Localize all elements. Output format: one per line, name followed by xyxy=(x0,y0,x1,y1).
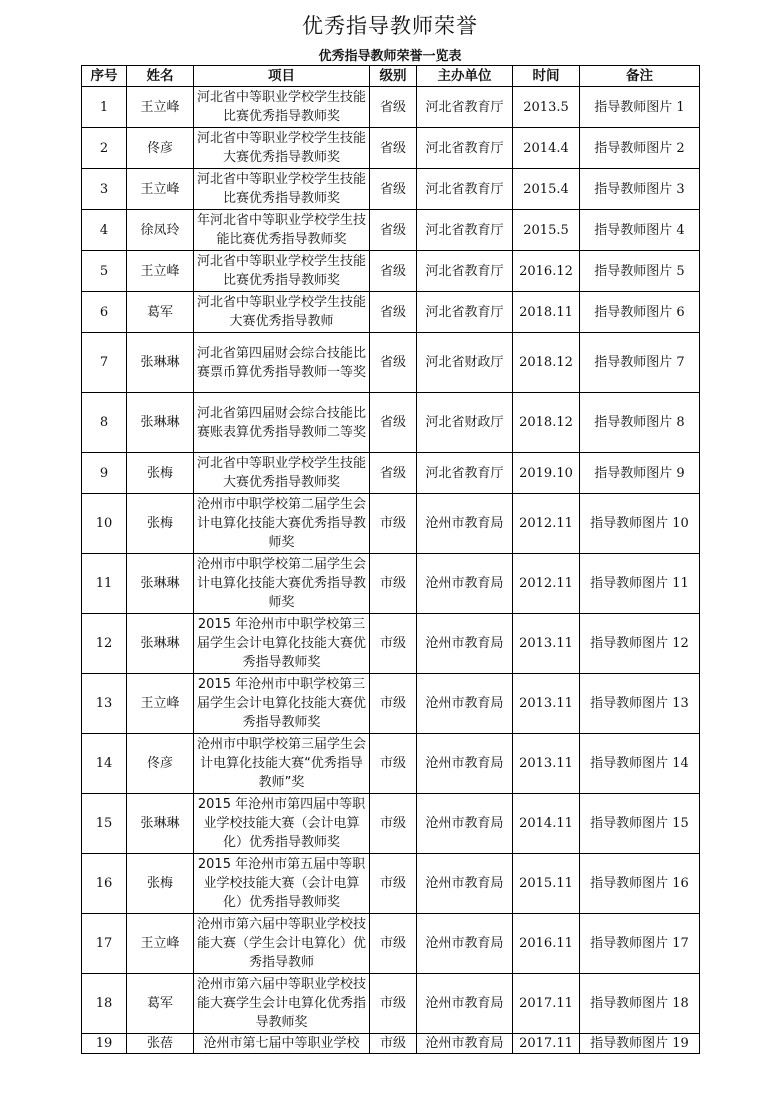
cell-name: 张琳琳 xyxy=(127,614,194,674)
cell-time: 2017.11 xyxy=(513,1034,580,1054)
cell-note: 指导教师图片 11 xyxy=(580,554,700,614)
table-row xyxy=(82,128,700,169)
cell-level: 市级 xyxy=(370,614,417,674)
cell-level: 省级 xyxy=(370,210,417,251)
cell-note: 指导教师图片 15 xyxy=(580,794,700,854)
cell-name: 王立峰 xyxy=(127,169,194,210)
cell-note: 指导教师图片 13 xyxy=(580,674,700,734)
cell-level: 省级 xyxy=(370,292,417,333)
table-row xyxy=(82,453,700,494)
cell-org: 沧州市教育局 xyxy=(417,494,513,554)
table-row xyxy=(82,614,700,674)
table-row xyxy=(82,554,700,614)
table-header-row xyxy=(82,66,700,87)
cell-org: 河北省教育厅 xyxy=(417,210,513,251)
header-cell-org: 主办单位 xyxy=(417,66,513,87)
table-row xyxy=(82,210,700,251)
cell-time: 2016.12 xyxy=(513,251,580,292)
cell-name: 王立峰 xyxy=(127,674,194,734)
cell-time: 2014.4 xyxy=(513,128,580,169)
cell-note: 指导教师图片 4 xyxy=(580,210,700,251)
cell-time: 2014.11 xyxy=(513,794,580,854)
cell-no: 14 xyxy=(82,734,127,794)
cell-time: 2013.11 xyxy=(513,614,580,674)
cell-project: 沧州市中职学校第二届学生会计电算化技能大赛优秀指导教师奖 xyxy=(194,554,370,614)
cell-level: 市级 xyxy=(370,974,417,1034)
cell-project: 沧州市第六届中等职业学校技能大赛（学生会计电算化）优秀指导教师 xyxy=(194,914,370,974)
cell-no: 15 xyxy=(82,794,127,854)
header-cell-note: 备注 xyxy=(580,66,700,87)
cell-level: 省级 xyxy=(370,169,417,210)
table-row xyxy=(82,734,700,794)
table-row xyxy=(82,169,700,210)
cell-no: 8 xyxy=(82,393,127,453)
cell-name: 葛军 xyxy=(127,292,194,333)
cell-level: 省级 xyxy=(370,87,417,128)
cell-project: 河北省第四届财会综合技能比赛账表算优秀指导教师二等奖 xyxy=(194,393,370,453)
cell-org: 沧州市教育局 xyxy=(417,554,513,614)
cell-org: 河北省教育厅 xyxy=(417,128,513,169)
cell-no: 5 xyxy=(82,251,127,292)
cell-no: 1 xyxy=(82,87,127,128)
cell-name: 葛军 xyxy=(127,974,194,1034)
cell-level: 市级 xyxy=(370,674,417,734)
cell-note: 指导教师图片 7 xyxy=(580,333,700,393)
cell-time: 2015.11 xyxy=(513,854,580,914)
cell-name: 佟彦 xyxy=(127,734,194,794)
cell-no: 16 xyxy=(82,854,127,914)
cell-name: 张琳琳 xyxy=(127,554,194,614)
cell-project: 2015 年沧州市第五届中等职业学校技能大赛（会计电算化）优秀指导教师奖 xyxy=(194,854,370,914)
honors-table xyxy=(81,65,700,1054)
table-row xyxy=(82,494,700,554)
cell-time: 2018.12 xyxy=(513,393,580,453)
cell-note: 指导教师图片 18 xyxy=(580,974,700,1034)
cell-level: 市级 xyxy=(370,1034,417,1054)
cell-project: 沧州市第六届中等职业学校技能大赛学生会计电算化优秀指导教师奖 xyxy=(194,974,370,1034)
table-row xyxy=(82,1034,700,1054)
table-row xyxy=(82,251,700,292)
cell-org: 河北省财政厅 xyxy=(417,393,513,453)
cell-name: 张梅 xyxy=(127,494,194,554)
cell-time: 2018.12 xyxy=(513,333,580,393)
cell-time: 2019.10 xyxy=(513,453,580,494)
table-caption: 优秀指导教师荣誉一览表 xyxy=(318,49,462,64)
cell-level: 省级 xyxy=(370,251,417,292)
cell-name: 张梅 xyxy=(127,453,194,494)
cell-note: 指导教师图片 5 xyxy=(580,251,700,292)
cell-org: 沧州市教育局 xyxy=(417,674,513,734)
cell-org: 沧州市教育局 xyxy=(417,914,513,974)
cell-name: 张蓓 xyxy=(127,1034,194,1054)
table-row xyxy=(82,292,700,333)
table-row xyxy=(82,333,700,393)
cell-note: 指导教师图片 2 xyxy=(580,128,700,169)
cell-org: 河北省教育厅 xyxy=(417,453,513,494)
cell-time: 2017.11 xyxy=(513,974,580,1034)
table-row xyxy=(82,674,700,734)
cell-no: 12 xyxy=(82,614,127,674)
cell-project: 沧州市中职学校第二届学生会计电算化技能大赛优秀指导教师奖 xyxy=(194,494,370,554)
cell-project: 河北省中等职业学校学生技能大赛优秀指导教师 xyxy=(194,292,370,333)
cell-time: 2012.11 xyxy=(513,494,580,554)
cell-project: 河北省中等职业学校学生技能大赛优秀指导教师奖 xyxy=(194,128,370,169)
cell-note: 指导教师图片 14 xyxy=(580,734,700,794)
cell-org: 河北省财政厅 xyxy=(417,333,513,393)
cell-org: 沧州市教育局 xyxy=(417,734,513,794)
cell-level: 省级 xyxy=(370,393,417,453)
cell-level: 省级 xyxy=(370,453,417,494)
cell-no: 7 xyxy=(82,333,127,393)
cell-note: 指导教师图片 3 xyxy=(580,169,700,210)
cell-project: 年河北省中等职业学校学生技能比赛优秀指导教师奖 xyxy=(194,210,370,251)
cell-level: 市级 xyxy=(370,734,417,794)
table-row xyxy=(82,854,700,914)
cell-no: 4 xyxy=(82,210,127,251)
cell-project: 2015 年沧州市中职学校第三届学生会计电算化技能大赛优秀指导教师奖 xyxy=(194,674,370,734)
cell-no: 3 xyxy=(82,169,127,210)
cell-no: 13 xyxy=(82,674,127,734)
cell-level: 市级 xyxy=(370,854,417,914)
document-title: 优秀指导教师荣誉 xyxy=(302,14,478,38)
cell-org: 河北省教育厅 xyxy=(417,87,513,128)
cell-note: 指导教师图片 9 xyxy=(580,453,700,494)
cell-time: 2012.11 xyxy=(513,554,580,614)
cell-time: 2015.4 xyxy=(513,169,580,210)
cell-org: 沧州市教育局 xyxy=(417,974,513,1034)
cell-project: 2015 年沧州市第四届中等职业学校技能大赛（会计电算化）优秀指导教师奖 xyxy=(194,794,370,854)
cell-name: 张琳琳 xyxy=(127,393,194,453)
cell-time: 2013.11 xyxy=(513,734,580,794)
cell-project: 河北省中等职业学校学生技能比赛优秀指导教师奖 xyxy=(194,169,370,210)
cell-time: 2015.5 xyxy=(513,210,580,251)
cell-org: 河北省教育厅 xyxy=(417,292,513,333)
cell-time: 2013.5 xyxy=(513,87,580,128)
table-row xyxy=(82,393,700,453)
cell-org: 沧州市教育局 xyxy=(417,794,513,854)
cell-no: 17 xyxy=(82,914,127,974)
header-cell-time: 时间 xyxy=(513,66,580,87)
cell-org: 沧州市教育局 xyxy=(417,1034,513,1054)
header-cell-name: 姓名 xyxy=(127,66,194,87)
cell-level: 省级 xyxy=(370,128,417,169)
cell-note: 指导教师图片 8 xyxy=(580,393,700,453)
cell-level: 省级 xyxy=(370,333,417,393)
table-row xyxy=(82,87,700,128)
cell-time: 2013.11 xyxy=(513,674,580,734)
cell-org: 河北省教育厅 xyxy=(417,169,513,210)
cell-level: 市级 xyxy=(370,794,417,854)
cell-project: 河北省中等职业学校学生技能大赛优秀指导教师奖 xyxy=(194,453,370,494)
header-cell-no: 序号 xyxy=(82,66,127,87)
cell-no: 11 xyxy=(82,554,127,614)
cell-project: 沧州市中职学校第三届学生会计电算化技能大赛“优秀指导教师”奖 xyxy=(194,734,370,794)
cell-note: 指导教师图片 12 xyxy=(580,614,700,674)
cell-project: 河北省第四届财会综合技能比赛票币算优秀指导教师一等奖 xyxy=(194,333,370,393)
cell-name: 徐凤玲 xyxy=(127,210,194,251)
header-cell-level: 级别 xyxy=(370,66,417,87)
cell-project: 河北省中等职业学校学生技能比赛优秀指导教师奖 xyxy=(194,87,370,128)
header-cell-project: 项目 xyxy=(194,66,370,87)
table-row xyxy=(82,914,700,974)
cell-level: 市级 xyxy=(370,554,417,614)
cell-no: 9 xyxy=(82,453,127,494)
cell-project: 河北省中等职业学校学生技能比赛优秀指导教师奖 xyxy=(194,251,370,292)
cell-no: 6 xyxy=(82,292,127,333)
cell-name: 张琳琳 xyxy=(127,333,194,393)
cell-level: 市级 xyxy=(370,914,417,974)
cell-org: 沧州市教育局 xyxy=(417,854,513,914)
cell-note: 指导教师图片 19 xyxy=(580,1034,700,1054)
cell-name: 王立峰 xyxy=(127,914,194,974)
cell-project: 2015 年沧州市中职学校第三届学生会计电算化技能大赛优秀指导教师奖 xyxy=(194,614,370,674)
cell-name: 王立峰 xyxy=(127,251,194,292)
cell-org: 沧州市教育局 xyxy=(417,614,513,674)
table-row xyxy=(82,974,700,1034)
cell-name: 佟彦 xyxy=(127,128,194,169)
table-row xyxy=(82,794,700,854)
cell-name: 张梅 xyxy=(127,854,194,914)
cell-no: 18 xyxy=(82,974,127,1034)
cell-time: 2018.11 xyxy=(513,292,580,333)
cell-note: 指导教师图片 17 xyxy=(580,914,700,974)
cell-level: 市级 xyxy=(370,494,417,554)
cell-name: 王立峰 xyxy=(127,87,194,128)
cell-org: 河北省教育厅 xyxy=(417,251,513,292)
cell-note: 指导教师图片 16 xyxy=(580,854,700,914)
cell-time: 2016.11 xyxy=(513,914,580,974)
cell-name: 张琳琳 xyxy=(127,794,194,854)
cell-no: 2 xyxy=(82,128,127,169)
cell-note: 指导教师图片 6 xyxy=(580,292,700,333)
cell-project: 沧州市第七届中等职业学校 xyxy=(194,1034,370,1054)
cell-note: 指导教师图片 10 xyxy=(580,494,700,554)
cell-no: 19 xyxy=(82,1034,127,1054)
cell-no: 10 xyxy=(82,494,127,554)
cell-note: 指导教师图片 1 xyxy=(580,87,700,128)
